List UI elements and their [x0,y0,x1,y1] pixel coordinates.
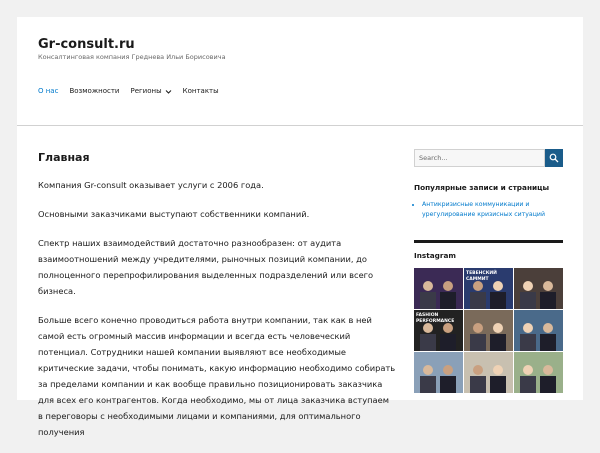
nav-item-label: Регионы [130,87,162,95]
instagram-photo-caption: FASHION PERFORMANCE [416,313,455,324]
site-title[interactable]: Gr-consult.ru [38,37,135,52]
content-paragraph: Больше всего конечно проводиться работа внутри компании, так как в ней самой есть огромный массив информации и всегда есть человеческий потенциал. Сотрудники нашей компании выявляют все необходимые критические задачи, чтобы понимать, какую информацию необходимо собирать за пределами компании и как вообще правильно позиционировать заказчика для всех его контрагентов. Когда необходимо, мы от лица заказчика вступаем в переговоры с необходимыми лицами и компаниями, для оптимального получения [38,315,396,437]
search-icon [549,151,559,166]
popular-list [414,200,563,220]
search-form [414,149,563,167]
instagram-photo-image [514,268,563,309]
search-input[interactable] [414,149,545,167]
search-button[interactable] [545,149,563,167]
instagram-photo-image [414,268,463,309]
instagram-photo[interactable] [514,310,563,351]
site-description: Консалтинговая компания Греднева Ильи Борисовича [38,53,226,61]
nav-item-contacts[interactable] [183,87,219,95]
instagram-photo[interactable] [464,352,513,393]
content-paragraph: Компания Gr-consult оказывает услуги с 2006 года. [38,180,264,190]
instagram-photo-caption: ТЕВЕНСКИЙ САММИТ [466,271,497,282]
chevron-down-icon[interactable] [165,88,172,95]
header-divider [17,125,583,126]
widget-divider [414,240,563,243]
instagram-photo[interactable] [514,352,563,393]
instagram-grid [414,268,563,393]
instagram-photo[interactable] [414,352,463,393]
main-navigation [38,87,230,95]
instagram-photo[interactable] [414,310,463,351]
instagram-photo[interactable] [414,268,463,309]
page-title: Главная [38,151,90,164]
instagram-photo-image [414,352,463,393]
instagram-photo[interactable] [464,310,513,351]
content-paragraph: Основными заказчиками выступают собственники компаний. [38,209,310,219]
nav-item-capabilities[interactable] [69,87,119,95]
main-content [38,151,396,453]
instagram-photo-image [464,352,513,393]
nav-item-label: Возможности [69,87,120,95]
instagram-photo[interactable] [464,268,513,309]
instagram-widget-title: Instagram [414,251,457,260]
popular-list-item[interactable]: • Антикризисные коммуникации и урегулирование кризисных ситуаций [422,200,563,220]
nav-item-regions[interactable] [130,87,171,95]
instagram-photo-image [464,310,513,351]
instagram-photo-image [514,352,563,393]
popular-widget-title: Популярные записи и страницы [414,183,550,192]
page-container [17,17,583,437]
nav-item-label: О нас [38,87,59,95]
nav-item-about[interactable] [38,87,58,95]
instagram-photo[interactable] [514,268,563,309]
content-paragraph: Спектр наших взаимодействий достаточно разнообразен: от аудита взаимоотношений между учредителями, рыночных позиций компании, до полноценного перепрофилирования выделенных подразделений или всего бизнеса. [38,238,374,296]
sidebar [414,149,563,393]
nav-item-label: Контакты [182,87,219,95]
instagram-photo-image [514,310,563,351]
